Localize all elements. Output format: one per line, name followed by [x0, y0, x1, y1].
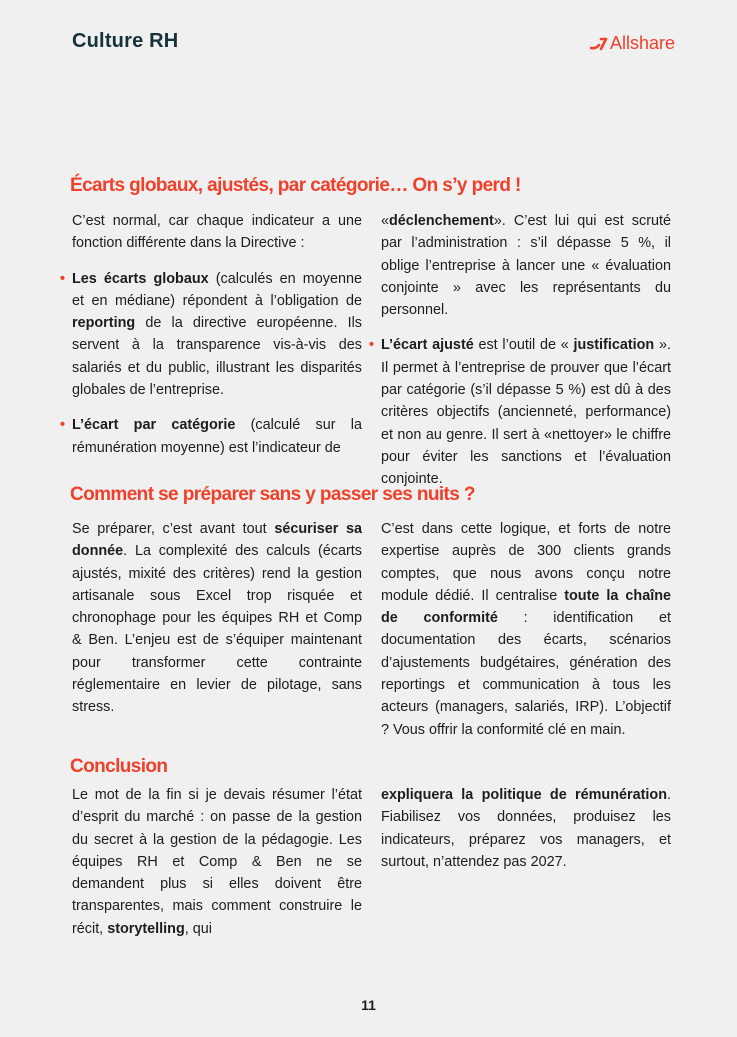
allshare-mark-icon	[590, 37, 608, 51]
bullet-dot-icon: •	[369, 337, 375, 354]
conclusion-continued-paragraph: expliquera la politique de rémunération. Fiabilisez vos données, produisez les indicateurs, préparez vos managers, et surtout, n’attendez pas 2027.	[381, 787, 671, 870]
brand-name: Allshare	[609, 33, 675, 53]
bullet-ecart-ajuste: • L’écart ajusté est l’outil de « justification ». Il permet à l’entreprise de prouver que l’écart par catégorie (s’il dépasse 5 %) est dû à des critères objectifs (ancienneté, performance) et non au genre. Il sert à «nettoyer» le chiffre pour éviter les sanctions et l’évaluation conjointe.	[381, 334, 671, 490]
intro-paragraph: C’est normal, car chaque indicateur a une fonction différente dans la Directive :	[72, 213, 362, 252]
section-heading-conclusion: Conclusion	[70, 756, 168, 777]
section1-left-column	[60, 210, 362, 459]
section1-right-column	[369, 210, 671, 491]
section2-right-column	[381, 518, 671, 741]
section-heading-preparer: Comment se préparer sans y passer ses nuits ?	[70, 484, 475, 505]
page-number: 11	[361, 997, 376, 1013]
section3-left-column	[72, 784, 362, 940]
continued-paragraph: «déclenchement». C’est lui qui est scruté par l’administration : s’il dépasse 5 %, il oblige l’entreprise à lancer une « évaluation conjointe » avec les représentants du personnel.	[381, 213, 671, 319]
bullet-ecarts-globaux: • Les écarts globaux (calculés en moyenne et en médiane) répondent à l’obligation de reporting de la directive européenne. Ils servent à la transparence vis-à-vis des salariés et du public, illustrant les disparités globales de l’entreprise.	[72, 268, 362, 402]
section2-left-column	[72, 518, 362, 719]
bullet-dot-icon: •	[60, 417, 66, 434]
module-paragraph: C’est dans cette logique, et forts de notre expertise auprès de 300 clients grands comptes, que nous avons conçu notre module dédié. Il centralise toute la chaîne de conformité : identification et documentation des écarts, scénarios d’ajustements budgétaires, génération des reportings et communication à tous les acteurs (managers, salariés, IRP). L’objectif ? Vous offrir la conformité clé en main.	[381, 521, 671, 738]
preparation-paragraph: Se préparer, c’est avant tout sécuriser sa donnée. La complexité des calculs (écarts ajustés, mixité des critères) rend la gestion artisanale sous Excel trop risquée et chronophage pour les équipes RH et Comp & Ben. L’enjeu est de s’équiper maintenant pour transformer cette contrainte réglementaire en levier de pilotage, sans stress.	[72, 521, 362, 716]
bullet-ecart-categorie: • L’écart par catégorie (calculé sur la rémunération moyenne) est l’indicateur de	[72, 414, 362, 459]
section-heading-ecarts: Écarts globaux, ajustés, par catégorie… On s’y perd !	[70, 175, 521, 196]
conclusion-paragraph: Le mot de la fin si je devais résumer l’état d’esprit du marché : on passe de la gestion du secret à la gestion de la pédagogie. Les équipes RH et Comp & Ben ne se demandent plus si elles doivent être transparentes, mais comment construire le récit, storytelling, qui	[72, 787, 362, 937]
brand-logo	[590, 33, 675, 54]
bullet-dot-icon: •	[60, 270, 66, 287]
publication-title: Culture RH	[72, 30, 179, 52]
section3-right-column	[381, 784, 671, 873]
